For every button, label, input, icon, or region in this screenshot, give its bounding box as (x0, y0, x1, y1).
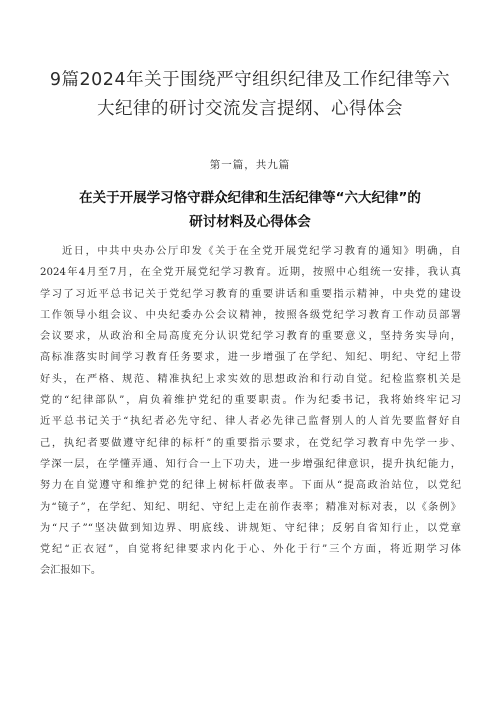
body-paragraph (40, 241, 461, 582)
body-line: 己，执纪者要做遵守纪律的标杆”的重要指示要求，在党纪学习教育中先学一步、 (40, 437, 461, 449)
body-line: 工作领导小组会议、中央纪委办公会议精神，按照各级党纪学习教育工作动员部署 (40, 309, 461, 321)
body-line: 学深一层，在学懂弄通、知行合一上下功夫，进一步增强纪律意识，提升执纪能力， (40, 458, 461, 470)
section-label: 第一篇，共九篇 (209, 159, 291, 171)
body-line: 会汇报如下。 (40, 565, 102, 577)
body-line: 学习了习近平总书记关于党纪学习教育的重要讲话和重要指示精神，中央党的建设 (40, 288, 461, 300)
body-line: 党纪“正衣冠”，自觉将纪律要求内化于心、外化于行”三个方面，将近期学习体 (40, 544, 461, 556)
body-line: 会议要求，从政治和全局高度充分认识党纪学习教育的重要意义，坚持务实导向， (40, 331, 461, 343)
document-title-line-1: 9篇2024年关于围绕严守组织纪律及工作纪律等六 (49, 70, 451, 90)
body-line: 近平总书记关于“执纪者必先守纪、律人者必先律己监督别人的人首先要监督好自 (40, 416, 461, 428)
body-line: 近日，中共中央办公厅印发《关于在全党开展党纪学习教育的通知》明确，自 (62, 246, 461, 257)
document-title-line-2: 大纪律的研讨交流发言提纲、心得体会 (97, 99, 403, 119)
article-title-line-1: 在关于开展学习恪守群众纪律和生活纪律等“六大纪律”的 (79, 190, 421, 206)
body-line: 好头，在严格、规范、精准执纪上求实效的思想政治和行动自觉。纪检监察机关是 (40, 373, 461, 385)
body-line: 高标准落实时间学习教育任务要求，进一步增强了在学纪、知纪、明纪、守纪上带 (40, 352, 461, 364)
article-title (40, 186, 460, 234)
article-title-line-2: 研讨材料及心得体会 (189, 214, 311, 230)
body-line: 党的“纪律部队”，肩负着维护党纪的重要职责。作为纪委书记，我将始终牢记习 (40, 395, 461, 407)
body-line: 为“尺子”“坚决做到知边界、明底线、讲规矩、守纪律；反躬自省知行止，以党章 (40, 522, 461, 534)
body-line: 2024年4月至7月，在全党开展党纪学习教育。近期，按照中心组统一安排，我认真 (40, 267, 461, 279)
body-line: 为“镜子”，在学纪、知纪、明纪、守纪上走在前作表率；精准对标对表，以《条例》 (40, 501, 461, 513)
body-line: 努力在自觉遵守和维护党的纪律上树标杆做表率。下面从“提高政治站位，以党纪 (40, 480, 461, 492)
document-title (40, 66, 460, 124)
